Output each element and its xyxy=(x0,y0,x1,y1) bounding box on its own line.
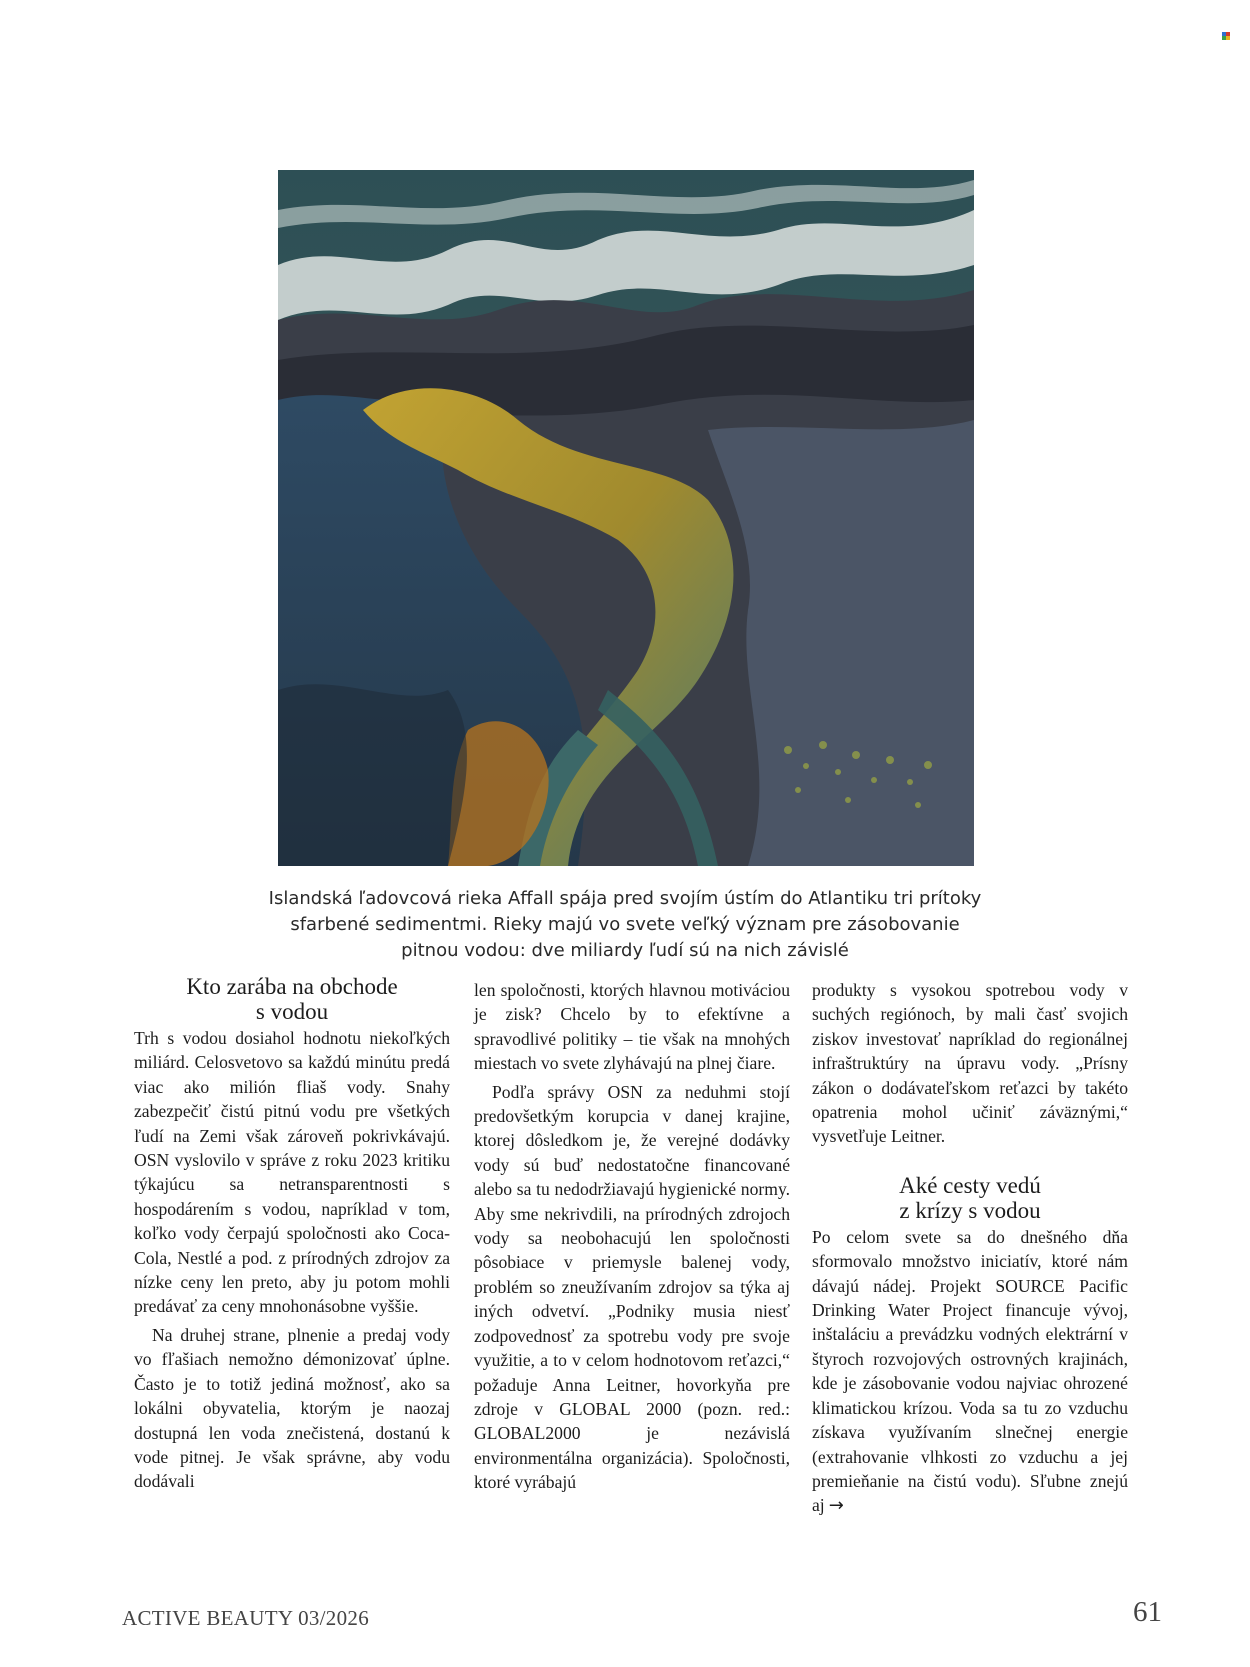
section-heading xyxy=(134,974,450,1024)
paragraph: Trh s vodou dosiahol hodnotu niekoľkých miliárd. Celosvetovo sa každú minútu predá viac ako milión fliaš vody. Snahy zabezpečiť čistú pitnú vodu pre všetkých ľudí na Zemi však zároveň pokrivkávajú. OSN vyslovilo v správe z roku 2023 kritiku týkajúcu sa netransparentnosti s hospodárením s vodou, napríklad v tom, koľko vody čerpajú spoločnosti ako Coca-Cola, Nestlé a pod. z prírodných zdrojov za nízke ceny len preto, aby ju potom mohli predávať za ceny mnohonásobne vyššie. xyxy=(134,1028,450,1317)
section-heading xyxy=(812,1173,1128,1223)
paragraph: Podľa správy OSN za neduhmi stojí predovšetkým korupcia v danej krajine, ktorej dôsledkom je, že verejné dodávky vody sú buď nedostatočne financované alebo sa tu nedodržiavajú hygienické normy. Aby sme nekrivdili, na prírodných zdrojoch vody sa neobohacujú len spoločnosti pôsobiace v priemysle balenej vody, problém so zneužívaním zdrojov sa týka aj iných odvetví. „Podniky musia niesť zodpovednosť za spotrebu vody pre svoje využitie, a to v celom hodnotovom reťazci,“ požaduje Anna Leitner, hovorkyňa pre zdroje v GLOBAL 2000 (pozn. red.: GLOBAL2000 je nezávislá environmentálna organizácia). Spoločnosti, ktoré vyrábajú xyxy=(474,1081,790,1493)
article-column-1 xyxy=(134,974,450,1494)
aerial-river-photo xyxy=(278,170,974,866)
heading-line: z krízy s vodou xyxy=(899,1197,1041,1223)
article-column-3 xyxy=(812,978,1128,1519)
heading-line: s vodou xyxy=(255,999,329,1024)
heading-line: Aké cesty vedú xyxy=(899,1172,1041,1198)
caption-line: sfarbené sedimentmi. Rieky majú vo svete veľký význam pre zásobovanie xyxy=(290,914,960,935)
page-number: 61 xyxy=(1133,1596,1162,1628)
caption-line: Islandská ľadovcová rieka Affall spája pred svojím ústím do Atlantiku tri prítoky xyxy=(268,888,982,909)
paragraph xyxy=(812,1225,1128,1519)
article-column-2 xyxy=(474,978,790,1495)
paragraph: len spoločnosti, ktorých hlavnou motiváciou je zisk? Chcelo by to efektívne a spravodlivé politiky – tie však na mnohých miestach vo svete zlyhávajú na plnej čiare. xyxy=(474,980,790,1074)
continue-arrow-icon: → xyxy=(828,1495,844,1517)
paragraph: Na druhej strane, plnenie a predaj vody vo fľašiach nemožno démonizovať úplne. Často je to totiž jediná možnosť, ako sa lokálni obyvatelia, ktorým je naozaj dostupná len voda znečistená, dostanú k vode pitnej. Je však správne, aby vodu dodávali xyxy=(134,1324,450,1492)
paragraph-text: Po celom svete sa do dnešného dňa sformovalo množstvo iniciatív, ktoré nám dávajú nádej. Projekt SOURCE Pacific Drinking Water Project financuje vývoj, inštaláciu a prevádzku vodných elektrární v štyroch rozvojových ostrovných krajinách, kde je zásobovanie vodou najviac ohrozené klimatickou krízou. Voda sa tu zo vzduchu získava využívaním slnečnej energie (extrahovanie vlhkosti zo vzduchu a jej premieňanie na čistú vodu). Sľubne znejú aj xyxy=(812,1226,1128,1516)
heading-line: Kto zarába na obchode xyxy=(186,974,398,999)
paragraph: produkty s vysokou spotrebou vody v suchých regiónoch, by mali časť svojich ziskov investovať napríklad do regionálnej infraštruktúry na úpravu vody. „Prísny zákon o dodávateľskom reťazci by takéto opatrenia mohol učiniť záväznými,“ vysvetľuje Leitner. xyxy=(812,980,1128,1147)
magazine-issue: ACTIVE BEAUTY 03/2026 xyxy=(122,1606,369,1630)
caption-line: pitnou vodou: dve miliardy ľudí sú na nich závislé xyxy=(401,940,849,961)
corner-color-mark xyxy=(1222,32,1230,40)
photo-caption xyxy=(250,886,1000,964)
